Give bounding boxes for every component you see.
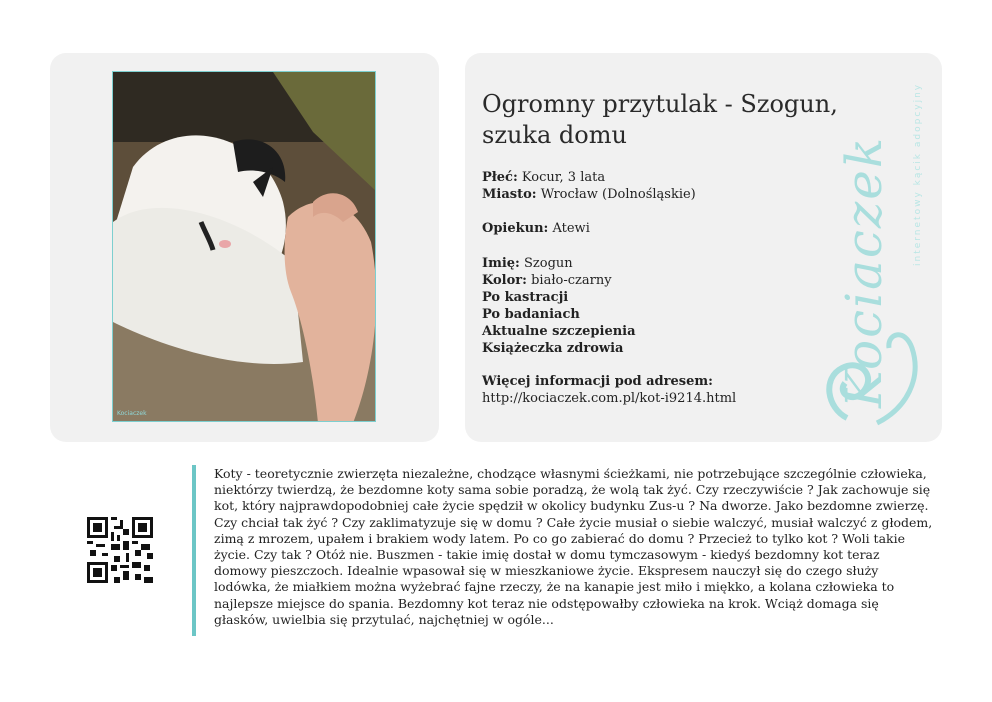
accent-bar [192, 465, 196, 636]
brand-logo [817, 78, 937, 428]
brand-logo-text: Kociaczek [835, 135, 893, 408]
color-label: Kolor: [482, 273, 527, 288]
city-value: Wrocław (Dolnośląskie) [540, 187, 696, 202]
keeper-label: Opiekun: [482, 221, 549, 236]
feature-item: Aktualne szczepienia [482, 324, 636, 339]
city-label: Miasto: [482, 187, 537, 202]
qr-code-icon [87, 517, 153, 583]
feature-item: Po kastracji [482, 290, 569, 305]
photo-watermark: Kociaczek [117, 410, 147, 417]
feature-item: Książeczka zdrowia [482, 341, 624, 356]
photo-card [50, 53, 439, 442]
name-row [482, 255, 636, 272]
more-info-label: Więcej informacji pod adresem: [482, 374, 713, 389]
brand-tagline: internetowy kącik adopcyjny [913, 82, 923, 266]
keeper-value: Atewi [552, 221, 590, 236]
cat-photo [112, 71, 376, 422]
name-label: Imię: [482, 256, 520, 271]
more-info [482, 373, 736, 407]
sex-label: Płeć: [482, 170, 518, 185]
sex-row [482, 169, 696, 186]
color-value: biało-czarny [531, 273, 612, 288]
color-row [482, 272, 636, 289]
sex-value: Kocur, 3 lata [521, 170, 606, 185]
city-row [482, 186, 696, 203]
name-value: Szogun [524, 256, 573, 271]
keeper-info [482, 220, 590, 237]
page-title: Ogromny przytulak - Szogun, szuka domu [482, 90, 838, 149]
basic-info [482, 169, 696, 203]
description-text: Koty - teoretycznie zwierzęta niezależne, chodzące własnymi ścieżkami, nie potrzebujące szczególnie człowieka, niektórzy twierdzą, że bezdomne koty sama sobie poradzą, że wolą tak żyć. Czy rzeczywiście ? Jak zachowuje się kot, który najprawdopodobniej całe życie spędził w okolicy budynku Zus-u ? Na dworze. Jako bezdomne zwierzę. Czy chciał tak żyć ? Czy zaklimatyzuje się w domu ? Całe życie musiał o siebie walczyć, musiał walczyć z głodem, zimą z mrozem, upałem i brakiem wody latem. Po co go zabierać do domu ? Przecież to tylko kot ? Woli takie życie. Czy tak ? Otóż nie. Buszmen - takie imię dostał w domu tymczasowym - kiedyś bezdomny kot teraz domowy pieszczoch. Idealnie wpasował się w mieszkaniowe życie. Ekspresem nauczył się do czego służy lodówka, że miałkiem można wyżebrać fajne rzeczy, że na kanapie jest miło i miękko, a kolana człowieka to najlepsze miejsce do spania. Bezdomny kot teraz nie odstępowałby człowieka na krok. Wciąż domaga się głasków, uwielbia się przytulać, najchętniej w ogóle... [214, 466, 933, 627]
cat-details [482, 255, 636, 357]
listing-url[interactable]: http://kociaczek.com.pl/kot-i9214.html [482, 391, 737, 406]
info-card [465, 53, 942, 442]
feature-item: Po badaniach [482, 307, 580, 322]
